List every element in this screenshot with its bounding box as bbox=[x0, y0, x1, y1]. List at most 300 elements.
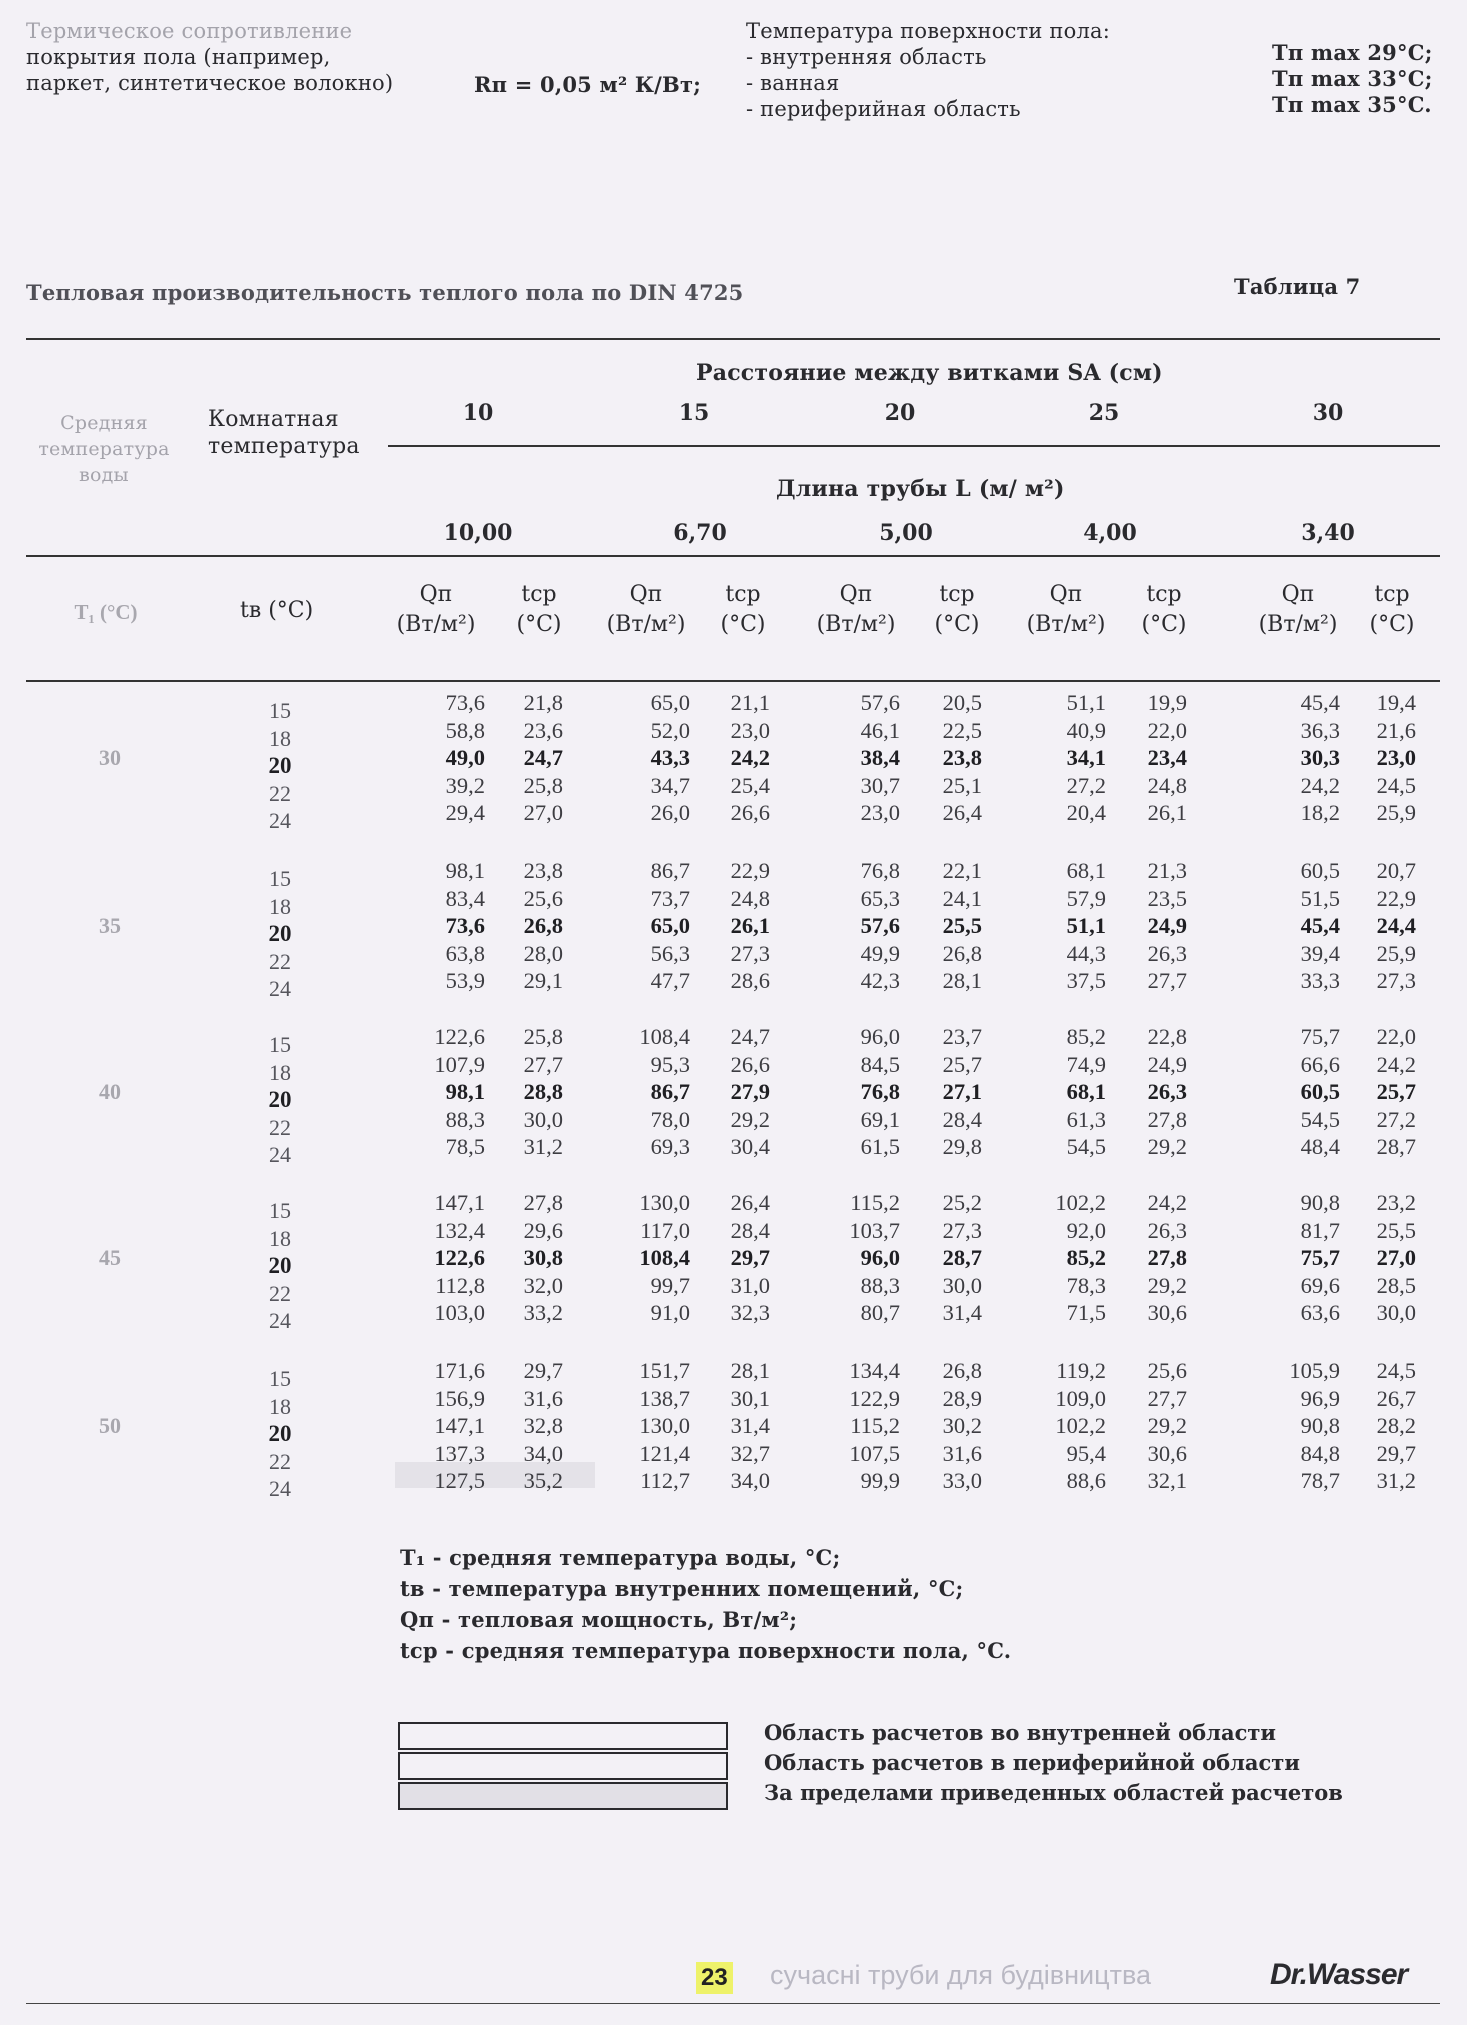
legend-text-outside: За пределами приведенных областей расчетов bbox=[764, 1780, 1343, 1805]
t-unit-symbol: tср bbox=[939, 582, 975, 607]
surface-temp-cell: 27,9 bbox=[730, 1079, 770, 1105]
surface-temp-cell: 24,5 bbox=[1376, 1358, 1416, 1383]
surface-temp-cell: 23,7 bbox=[942, 1024, 982, 1049]
q-unit-header bbox=[397, 580, 476, 640]
note-line: tср - средняя температура поверхности пола, °C. bbox=[400, 1638, 1012, 1663]
heat-output-cell: 127,5 bbox=[434, 1468, 485, 1494]
surface-temp-cell: 24,9 bbox=[1147, 913, 1187, 939]
heat-output-cell: 112,7 bbox=[640, 1468, 690, 1494]
surface-temp-cell: 26,1 bbox=[730, 913, 770, 939]
surface-temp-cell: 26,3 bbox=[1147, 1217, 1187, 1243]
t-unit-header bbox=[517, 580, 562, 640]
surface-temp-cell: 31,6 bbox=[523, 1385, 563, 1411]
room-temp-value: 20 bbox=[268, 1421, 292, 1447]
pipe-length-value: 5,00 bbox=[879, 520, 933, 546]
surface-item-value: Tп max 33°C; bbox=[1272, 66, 1433, 91]
heat-output-cell: 107,9 bbox=[434, 1051, 485, 1077]
surface-temp-cell: 20,7 bbox=[1376, 858, 1416, 883]
heat-output-cell: 98,1 bbox=[445, 858, 485, 883]
t-unit-header bbox=[935, 580, 980, 640]
heat-output-cell: 147,1 bbox=[434, 1413, 485, 1439]
heat-output-cell: 88,6 bbox=[1066, 1468, 1106, 1494]
surface-temp-cell: 24,7 bbox=[523, 745, 563, 771]
room-temp-header-line: температура bbox=[208, 434, 360, 459]
surface-temp-cell: 24,1 bbox=[942, 885, 982, 911]
room-temp-value: 24 bbox=[269, 1476, 291, 1502]
surface-temp-cell: 23,4 bbox=[1147, 745, 1187, 771]
surface-temp-cell: 25,8 bbox=[523, 772, 563, 798]
room-temp-value: 15 bbox=[269, 1198, 291, 1223]
water-temp-header bbox=[38, 410, 169, 488]
heat-output-cell: 34,7 bbox=[650, 772, 690, 798]
surface-temp-cell: 25,5 bbox=[1376, 1217, 1416, 1243]
heat-output-cell: 121,4 bbox=[639, 1440, 690, 1466]
surface-temp-cell: 22,8 bbox=[1147, 1024, 1187, 1049]
heat-output-cell: 45,4 bbox=[1300, 690, 1340, 715]
heat-output-cell: 84,8 bbox=[1300, 1440, 1340, 1466]
q-unit-symbol: Qп bbox=[1049, 582, 1083, 607]
legend-box-outside bbox=[398, 1782, 728, 1810]
surface-temp-cell: 33,0 bbox=[942, 1468, 982, 1494]
heat-output-cell: 27,2 bbox=[1066, 772, 1106, 798]
heat-output-cell: 102,2 bbox=[1055, 1190, 1106, 1215]
heat-output-cell: 88,3 bbox=[445, 1106, 485, 1132]
surface-temp-cell: 32,0 bbox=[523, 1272, 563, 1298]
surface-temp-cell: 27,3 bbox=[1376, 968, 1416, 994]
room-temp-value: 22 bbox=[269, 948, 291, 974]
surface-temp-cell: 25,7 bbox=[1376, 1079, 1416, 1105]
ti-header: T₁ (°C) bbox=[74, 600, 138, 624]
surface-values bbox=[1272, 40, 1433, 118]
heat-output-cell: 18,2 bbox=[1300, 800, 1340, 826]
water-temp-header-line: температура bbox=[38, 438, 170, 460]
water-temp-value: 30 bbox=[99, 745, 121, 771]
pipe-length-header: Длина трубы L (м/ м²) bbox=[776, 476, 1065, 502]
surface-temp-cell: 26,6 bbox=[730, 800, 770, 826]
surface-temp-cell: 22,9 bbox=[730, 858, 770, 883]
surface-temp-cell: 27,8 bbox=[523, 1190, 563, 1215]
water-temp-header-line: Средняя bbox=[60, 412, 148, 434]
surface-temp-cell: 27,1 bbox=[942, 1079, 982, 1105]
heat-output-cell: 86,7 bbox=[650, 1079, 690, 1105]
q-unit-label: (Вт/м²) bbox=[1026, 612, 1106, 637]
heat-output-cell: 99,9 bbox=[860, 1468, 900, 1494]
surface-temp-cell: 24,9 bbox=[1147, 1051, 1187, 1077]
surface-temp-cell: 25,5 bbox=[942, 913, 982, 939]
heat-output-cell: 54,5 bbox=[1066, 1134, 1106, 1160]
heat-output-cell: 54,5 bbox=[1300, 1106, 1340, 1132]
surface-temp-cell: 28,1 bbox=[942, 968, 982, 994]
heat-output-cell: 57,9 bbox=[1066, 885, 1106, 911]
resistance-label-line: покрытия пола (например, bbox=[26, 45, 331, 69]
heat-output-cell: 80,7 bbox=[860, 1300, 900, 1326]
notes bbox=[400, 1542, 1011, 1666]
surface-temp-cell: 31,2 bbox=[523, 1134, 563, 1160]
surface-temp-cell: 24,8 bbox=[1147, 772, 1187, 798]
surface-temp-cell: 29,7 bbox=[523, 1358, 563, 1383]
heat-output-cell: 117,0 bbox=[640, 1217, 690, 1243]
surface-temp-cell: 28,7 bbox=[1376, 1134, 1416, 1160]
spacing-value: 30 bbox=[1312, 400, 1344, 426]
surface-temp-cell: 26,6 bbox=[730, 1051, 770, 1077]
room-temp-header-line: Комнатная bbox=[208, 407, 339, 432]
heat-output-cell: 115,2 bbox=[850, 1413, 900, 1439]
room-temp-value: 15 bbox=[269, 698, 291, 723]
surface-temp-cell: 26,7 bbox=[1376, 1385, 1416, 1411]
surface-temp-cell: 27,3 bbox=[730, 940, 770, 966]
header-divider-rule bbox=[26, 555, 1440, 557]
heat-output-cell: 44,3 bbox=[1066, 940, 1106, 966]
heat-output-cell: 69,3 bbox=[650, 1134, 690, 1160]
heat-output-cell: 147,1 bbox=[434, 1190, 485, 1215]
water-temp-value: 45 bbox=[99, 1245, 121, 1271]
t-unit-symbol: tср bbox=[1146, 582, 1182, 607]
surface-temp-cell: 25,2 bbox=[942, 1190, 982, 1215]
surface-temp-cell: 29,2 bbox=[730, 1106, 770, 1132]
heat-output-cell: 90,8 bbox=[1300, 1413, 1340, 1439]
surface-temp-cell: 23,0 bbox=[730, 717, 770, 743]
heat-output-cell: 112,8 bbox=[435, 1272, 485, 1298]
surface-temp-cell: 27,2 bbox=[1376, 1106, 1416, 1132]
surface-temp-cell: 25,1 bbox=[942, 772, 982, 798]
surface-temp-cell: 22,0 bbox=[1147, 717, 1187, 743]
surface-temp-cell: 24,4 bbox=[1376, 913, 1416, 939]
heat-output-cell: 43,3 bbox=[650, 745, 690, 771]
q-unit-header bbox=[607, 580, 686, 640]
surface-temp-cell: 24,8 bbox=[730, 885, 770, 911]
surface-temp-cell: 25,4 bbox=[730, 772, 770, 798]
legend-text-inner: Область расчетов во внутренней области bbox=[764, 1720, 1276, 1745]
heat-output-cell: 53,9 bbox=[445, 968, 485, 994]
heat-output-cell: 134,4 bbox=[849, 1358, 900, 1383]
surface-temp-cell: 27,3 bbox=[942, 1217, 982, 1243]
heat-output-cell: 151,7 bbox=[639, 1358, 690, 1383]
surface-temp-cell: 30,1 bbox=[730, 1385, 770, 1411]
surface-temp-cell: 25,9 bbox=[1376, 940, 1416, 966]
heat-output-cell: 49,0 bbox=[445, 745, 485, 771]
heat-output-cell: 42,3 bbox=[860, 968, 900, 994]
t-unit-label: (°C) bbox=[1141, 612, 1187, 637]
surface-temp-cell: 23,6 bbox=[523, 717, 563, 743]
surface-temp-cell: 22,0 bbox=[1376, 1024, 1416, 1049]
surface-temp-cell: 26,1 bbox=[1147, 800, 1187, 826]
heat-output-cell: 63,6 bbox=[1300, 1300, 1340, 1326]
heat-output-cell: 95,4 bbox=[1066, 1440, 1106, 1466]
room-temp-value: 18 bbox=[269, 1393, 291, 1419]
surface-temp-cell: 27,0 bbox=[1376, 1245, 1416, 1271]
surface-temp-cell: 25,7 bbox=[942, 1051, 982, 1077]
surface-temp-cell: 27,7 bbox=[1147, 1385, 1187, 1411]
legend-box-inner bbox=[398, 1722, 728, 1750]
surface-temp-cell: 31,0 bbox=[730, 1272, 770, 1298]
heat-output-cell: 96,0 bbox=[860, 1245, 900, 1271]
surface-temp-cell: 21,3 bbox=[1147, 858, 1187, 883]
surface-temp-cell: 31,2 bbox=[1376, 1468, 1416, 1494]
surface-temp-cell: 25,6 bbox=[523, 885, 563, 911]
surface-temp-cell: 26,8 bbox=[523, 913, 563, 939]
heat-output-cell: 69,1 bbox=[860, 1106, 900, 1132]
zone-shading bbox=[395, 1462, 595, 1488]
surface-temp-cell: 21,6 bbox=[1376, 717, 1416, 743]
heat-output-cell: 98,1 bbox=[445, 1079, 485, 1105]
surface-temp-cell: 29,8 bbox=[942, 1134, 982, 1160]
surface-temp-cell: 25,9 bbox=[1376, 800, 1416, 826]
heat-output-cell: 39,2 bbox=[445, 772, 485, 798]
resistance-label bbox=[26, 18, 393, 96]
pipe-length-value: 4,00 bbox=[1083, 520, 1137, 546]
water-temp-value: 50 bbox=[99, 1413, 121, 1439]
surface-temp-cell: 23,8 bbox=[942, 745, 982, 771]
surface-temp-cell: 27,7 bbox=[523, 1051, 563, 1077]
surface-temp-cell: 26,3 bbox=[1147, 940, 1187, 966]
heat-output-cell: 73,6 bbox=[445, 690, 485, 715]
surface-temp-cell: 28,0 bbox=[523, 940, 563, 966]
heat-output-cell: 90,8 bbox=[1300, 1190, 1340, 1215]
room-temp-value: 22 bbox=[269, 1448, 291, 1474]
table-caption: Тепловая производительность теплого пола по DIN 4725 bbox=[26, 280, 744, 305]
tb-header: tв (°C) bbox=[240, 598, 314, 623]
room-temp-value: 18 bbox=[269, 1225, 291, 1251]
surface-temp-cell: 28,9 bbox=[942, 1385, 982, 1411]
room-temp-value: 20 bbox=[268, 921, 292, 947]
units-divider-rule bbox=[26, 680, 1440, 682]
surface-temperature-title: Температура поверхности пола: bbox=[746, 19, 1111, 43]
surface-temp-cell: 29,2 bbox=[1147, 1272, 1187, 1298]
room-temp-value: 24 bbox=[269, 808, 291, 834]
heat-output-cell: 29,4 bbox=[445, 800, 485, 826]
surface-temp-cell: 21,8 bbox=[523, 690, 563, 715]
surface-temp-cell: 24,2 bbox=[1376, 1051, 1416, 1077]
surface-temp-cell: 27,8 bbox=[1147, 1245, 1187, 1271]
heat-output-cell: 68,1 bbox=[1066, 858, 1106, 883]
mid-header-rule bbox=[388, 445, 1440, 447]
surface-item-value: Tп max 29°C; bbox=[1272, 40, 1433, 65]
heat-output-cell: 76,8 bbox=[860, 1079, 900, 1105]
heat-output-cell: 84,5 bbox=[860, 1051, 900, 1077]
heat-output-cell: 40,9 bbox=[1066, 717, 1106, 743]
q-unit-symbol: Qп bbox=[629, 582, 663, 607]
heat-output-cell: 99,7 bbox=[650, 1272, 690, 1298]
note-line: tв - температура внутренних помещений, °C; bbox=[400, 1576, 964, 1601]
surface-temp-cell: 34,0 bbox=[730, 1468, 770, 1494]
heat-output-cell: 65,3 bbox=[860, 885, 900, 911]
table-top-rule bbox=[26, 338, 1440, 340]
surface-temperature-block bbox=[746, 18, 1110, 122]
spacing-value: 15 bbox=[678, 400, 710, 426]
surface-temp-cell: 29,2 bbox=[1147, 1134, 1187, 1160]
surface-temp-cell: 26,4 bbox=[942, 800, 982, 826]
surface-item-value: Tп max 35°C. bbox=[1272, 92, 1432, 117]
heat-output-cell: 108,4 bbox=[639, 1245, 690, 1271]
surface-temp-cell: 25,8 bbox=[523, 1024, 563, 1049]
surface-temp-cell: 26,8 bbox=[942, 940, 982, 966]
surface-item-label: - ванная bbox=[746, 71, 840, 95]
room-temp-value: 18 bbox=[269, 1059, 291, 1085]
surface-temp-cell: 27,8 bbox=[1147, 1106, 1187, 1132]
heat-output-cell: 30,7 bbox=[860, 772, 900, 798]
q-unit-symbol: Qп bbox=[839, 582, 873, 607]
heat-output-cell: 75,7 bbox=[1300, 1245, 1340, 1271]
surface-temp-cell: 28,4 bbox=[942, 1106, 982, 1132]
room-temp-value: 20 bbox=[268, 753, 292, 779]
heat-output-cell: 88,3 bbox=[860, 1272, 900, 1298]
heat-output-cell: 108,4 bbox=[639, 1024, 690, 1049]
heat-output-cell: 132,4 bbox=[434, 1217, 485, 1243]
surface-temp-cell: 32,3 bbox=[730, 1300, 770, 1326]
room-temp-value: 24 bbox=[269, 976, 291, 1002]
heat-output-cell: 92,0 bbox=[1066, 1217, 1106, 1243]
heat-output-cell: 63,8 bbox=[445, 940, 485, 966]
heat-output-cell: 57,6 bbox=[860, 690, 900, 715]
heat-output-cell: 51,1 bbox=[1066, 913, 1106, 939]
surface-temp-cell: 19,4 bbox=[1376, 690, 1416, 715]
surface-temp-cell: 30,4 bbox=[730, 1134, 770, 1160]
surface-item-label: - внутренняя область bbox=[746, 45, 987, 69]
surface-temp-cell: 24,2 bbox=[1147, 1190, 1187, 1215]
heat-output-cell: 57,6 bbox=[860, 913, 900, 939]
heat-output-cell: 130,0 bbox=[639, 1413, 690, 1439]
heat-output-cell: 68,1 bbox=[1066, 1079, 1106, 1105]
q-unit-label: (Вт/м²) bbox=[1258, 612, 1338, 637]
t-unit-label: (°C) bbox=[934, 612, 980, 637]
surface-temp-cell: 34,0 bbox=[523, 1440, 563, 1466]
heat-output-cell: 58,8 bbox=[445, 717, 485, 743]
surface-temp-cell: 24,7 bbox=[730, 1024, 770, 1049]
surface-temp-cell: 24,5 bbox=[1376, 772, 1416, 798]
water-temp-value: 35 bbox=[99, 913, 121, 939]
surface-temp-cell: 28,7 bbox=[942, 1245, 982, 1271]
heat-output-cell: 137,3 bbox=[434, 1440, 485, 1466]
surface-temp-cell: 20,5 bbox=[942, 690, 982, 715]
heat-output-cell: 115,2 bbox=[850, 1190, 900, 1215]
heat-output-cell: 78,5 bbox=[445, 1134, 485, 1160]
heat-output-cell: 138,7 bbox=[639, 1385, 690, 1411]
heat-output-cell: 52,0 bbox=[650, 717, 690, 743]
surface-temp-cell: 32,8 bbox=[523, 1413, 563, 1439]
surface-temp-cell: 29,6 bbox=[523, 1217, 563, 1243]
heat-output-cell: 122,6 bbox=[434, 1024, 485, 1049]
room-temp-value: 22 bbox=[269, 780, 291, 806]
t-unit-header bbox=[721, 580, 766, 640]
heat-output-cell: 30,3 bbox=[1300, 745, 1340, 771]
surface-temp-cell: 25,6 bbox=[1147, 1358, 1187, 1383]
heat-output-cell: 56,3 bbox=[650, 940, 690, 966]
surface-temp-cell: 30,2 bbox=[942, 1413, 982, 1439]
heat-output-cell: 39,4 bbox=[1300, 940, 1340, 966]
heat-output-cell: 65,0 bbox=[650, 690, 690, 715]
heat-output-cell: 78,0 bbox=[650, 1106, 690, 1132]
surface-temp-cell: 27,7 bbox=[1147, 968, 1187, 994]
surface-temp-cell: 29,7 bbox=[730, 1245, 770, 1271]
footer-rule bbox=[26, 2003, 1440, 2004]
q-unit-label: (Вт/м²) bbox=[396, 612, 476, 637]
heat-output-cell: 37,5 bbox=[1066, 968, 1106, 994]
surface-temp-cell: 30,0 bbox=[942, 1272, 982, 1298]
surface-temp-cell: 19,9 bbox=[1147, 690, 1187, 715]
surface-temp-cell: 21,1 bbox=[730, 690, 770, 715]
heat-output-cell: 26,0 bbox=[650, 800, 690, 826]
room-temp-value: 24 bbox=[269, 1308, 291, 1334]
heat-output-cell: 51,1 bbox=[1066, 690, 1106, 715]
heat-output-cell: 76,8 bbox=[860, 858, 900, 883]
t-unit-symbol: tср bbox=[521, 582, 557, 607]
surface-item-label: - периферийная область bbox=[746, 97, 1021, 121]
t-unit-label: (°C) bbox=[516, 612, 562, 637]
surface-temp-cell: 31,4 bbox=[942, 1300, 982, 1326]
surface-temp-cell: 29,7 bbox=[1376, 1440, 1416, 1466]
heat-output-cell: 74,9 bbox=[1066, 1051, 1106, 1077]
heat-output-cell: 38,4 bbox=[860, 745, 900, 771]
surface-temp-cell: 23,0 bbox=[1376, 745, 1416, 771]
t-unit-symbol: tср bbox=[1374, 582, 1410, 607]
heat-output-cell: 34,1 bbox=[1066, 745, 1106, 771]
room-temp-value: 22 bbox=[269, 1114, 291, 1140]
heat-output-cell: 47,7 bbox=[650, 968, 690, 994]
heat-output-cell: 69,6 bbox=[1300, 1272, 1340, 1298]
heat-output-cell: 73,7 bbox=[650, 885, 690, 911]
heat-output-cell: 130,0 bbox=[639, 1190, 690, 1215]
surface-temp-cell: 27,0 bbox=[523, 800, 563, 826]
page-number: 23 bbox=[696, 1962, 733, 1994]
q-unit-header bbox=[1027, 580, 1106, 640]
heat-output-cell: 103,7 bbox=[849, 1217, 900, 1243]
surface-temp-cell: 29,1 bbox=[523, 968, 563, 994]
heat-output-cell: 51,5 bbox=[1300, 885, 1340, 911]
heat-output-cell: 103,0 bbox=[434, 1300, 485, 1326]
heat-output-cell: 61,3 bbox=[1066, 1106, 1106, 1132]
room-temp-value: 18 bbox=[269, 893, 291, 919]
heat-output-cell: 46,1 bbox=[860, 717, 900, 743]
heat-output-cell: 119,2 bbox=[1056, 1358, 1106, 1383]
note-line: Qп - тепловая мощность, Вт/м²; bbox=[400, 1607, 798, 1632]
heat-output-cell: 95,3 bbox=[650, 1051, 690, 1077]
room-temp-value: 15 bbox=[269, 866, 291, 891]
q-unit-header bbox=[1259, 580, 1338, 640]
room-temp-value: 18 bbox=[269, 725, 291, 751]
heat-output-cell: 61,5 bbox=[860, 1134, 900, 1160]
pipe-length-value: 6,70 bbox=[673, 520, 727, 546]
heat-output-cell: 96,0 bbox=[860, 1024, 900, 1049]
legend-box-peripheral bbox=[398, 1752, 728, 1780]
heat-output-cell: 49,9 bbox=[860, 940, 900, 966]
surface-temp-cell: 31,6 bbox=[942, 1440, 982, 1466]
note-line: T₁ - средняя температура воды, °C; bbox=[400, 1545, 841, 1570]
heat-output-cell: 85,2 bbox=[1066, 1024, 1106, 1049]
surface-temp-cell: 31,4 bbox=[730, 1413, 770, 1439]
heat-output-cell: 96,9 bbox=[1300, 1385, 1340, 1411]
legend-text-peripheral: Область расчетов в периферийной области bbox=[764, 1750, 1300, 1775]
surface-temp-cell: 26,4 bbox=[730, 1190, 770, 1215]
surface-temp-cell: 28,8 bbox=[523, 1079, 563, 1105]
heat-output-cell: 65,0 bbox=[650, 913, 690, 939]
heat-output-cell: 122,9 bbox=[849, 1385, 900, 1411]
table-number: Таблица 7 bbox=[1234, 274, 1361, 299]
pipe-length-value: 10,00 bbox=[443, 520, 513, 546]
brand-logo: Dr.Wasser bbox=[1270, 1958, 1408, 1991]
heat-output-cell: 33,3 bbox=[1300, 968, 1340, 994]
water-temp-header-line: воды bbox=[79, 464, 129, 486]
surface-temp-cell: 30,6 bbox=[1147, 1440, 1187, 1466]
heat-output-cell: 156,9 bbox=[434, 1385, 485, 1411]
heat-output-cell: 48,4 bbox=[1300, 1134, 1340, 1160]
surface-temp-cell: 29,2 bbox=[1147, 1413, 1187, 1439]
surface-temp-cell: 32,7 bbox=[730, 1440, 770, 1466]
heat-output-cell: 75,7 bbox=[1300, 1024, 1340, 1049]
surface-temp-cell: 23,8 bbox=[523, 858, 563, 883]
heat-output-cell: 45,4 bbox=[1300, 913, 1340, 939]
surface-temp-cell: 26,3 bbox=[1147, 1079, 1187, 1105]
t-unit-header bbox=[1370, 580, 1415, 640]
